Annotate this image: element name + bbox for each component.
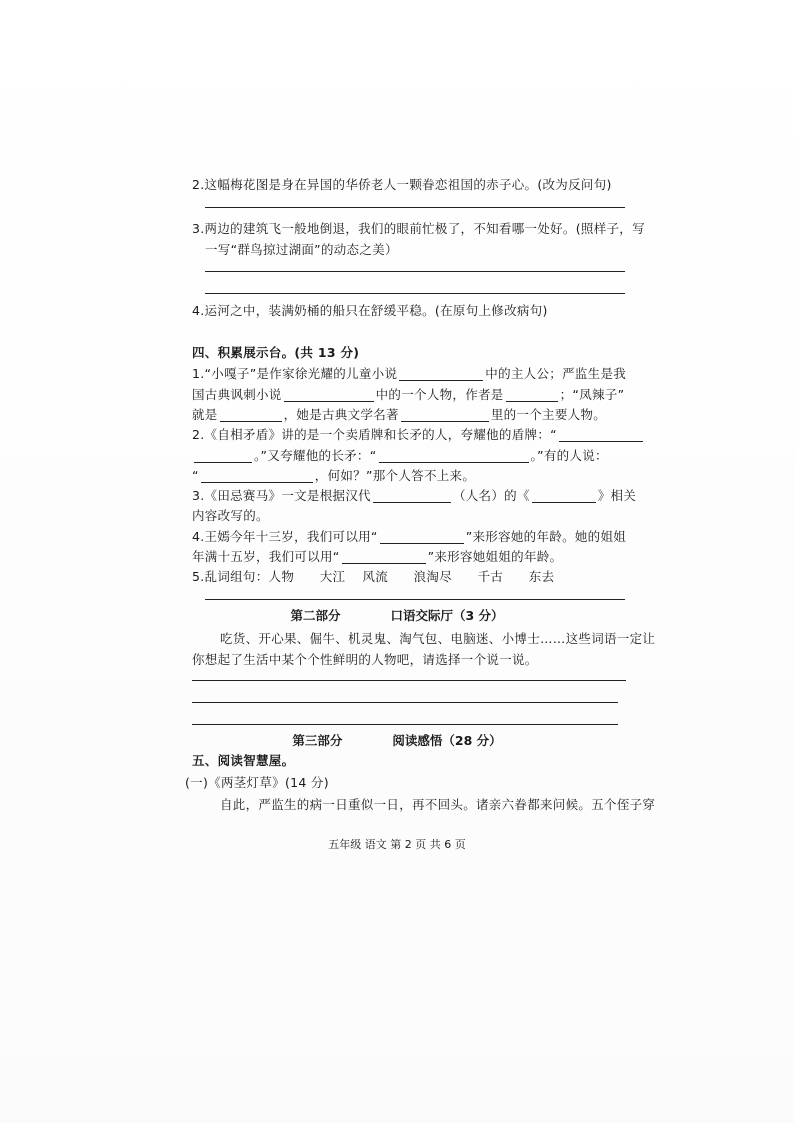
text: 。”有的人说： [530,448,608,463]
s4-q4-line2 [192,547,562,565]
s4-q2-line3 [192,466,475,484]
s4-q2-line2 [192,446,608,464]
s4-q1-line2 [192,385,624,403]
question-4: 4.运河之中，装满奶桶的船只在舒缓平稳。(在原句上修改病句) [192,303,548,318]
answer-line [205,271,625,272]
fill-blank[interactable] [194,449,252,463]
fill-blank[interactable] [559,428,643,442]
fill-blank[interactable] [373,489,451,503]
answer-line [205,207,625,208]
text: 中的主人公；严监生是我 [485,366,627,381]
fill-blank[interactable] [399,367,483,381]
text: 4.王嫣今年十三岁，我们可以用“ [192,529,378,544]
text: 里的一个主要人物。 [490,407,607,422]
fill-blank[interactable] [506,388,558,402]
part-2-prompt-line1: 吃货、开心果、倔牛、机灵鬼、淘气包、电脑迷、小博士……这些词语一定让 [220,631,656,646]
s4-q3-line2: 内容改写的。 [192,508,269,523]
text: 1.“小嘎子”是作家徐光耀的儿童小说 [192,366,398,381]
fill-blank[interactable] [342,550,426,564]
part-2-title: 第二部分 口语交际厅（3 分） [290,608,504,623]
s4-q3-line1 [192,486,636,504]
fill-blank[interactable] [532,489,596,503]
reading-1-title: (一)《两茎灯草》(14 分) [185,775,329,790]
section-4-title: 四、积累展示台。(共 13 分) [192,345,360,360]
part-3-title: 第三部分 阅读感悟（28 分） [292,733,502,748]
text: 就是 [192,407,218,422]
page-footer: 五年级 语文 第 2 页 共 6 页 [328,838,466,851]
fill-blank[interactable] [201,469,313,483]
text: ，何如？”那个人答不上来。 [314,468,476,483]
text: 。”又夸耀他的长矛：“ [254,448,377,463]
text: 》相关 [597,488,637,503]
answer-line [192,724,618,725]
s4-q1-line3 [192,405,606,423]
answer-line [192,702,618,703]
section-5-title: 五、阅读智慧屋。 [192,753,295,768]
text: “ [192,468,199,483]
fill-blank[interactable] [379,449,529,463]
reading-1-text: 自此，严监生的病一日重似一日，再不回头。诸亲六眷都来问候。五个侄子穿 [220,797,656,812]
fill-blank[interactable] [284,388,374,402]
s4-q2-line1 [192,425,645,443]
text: 中的一个人物，作者是 [375,387,504,402]
answer-line [205,599,625,600]
text: ”来形容她姐姐的年龄。 [427,549,563,564]
fill-blank[interactable] [401,408,489,422]
fill-blank[interactable] [220,408,282,422]
text: 年满十五岁，我们可以用“ [192,549,340,564]
part-2-prompt-line2: 你想起了生活中某个个性鲜明的人物吧，请选择一个说一说。 [192,652,538,667]
answer-line [192,680,626,681]
text: ，她是古典文学名著 [283,407,399,422]
text: ；“凤辣子” [559,387,625,402]
text: ”来形容她的年龄。她的姐姐 [465,529,627,544]
text: 国古典讽刺小说 [192,387,282,402]
text: 3.《田忌赛马》一文是根据汉代 [192,488,371,503]
text: 2.《自相矛盾》讲的是一个卖盾牌和长矛的人，夸耀他的盾牌：“ [192,427,557,442]
answer-line [205,293,625,294]
fill-blank[interactable] [380,530,464,544]
question-3-line1: 3.两边的建筑飞一般地倒退，我们的眼前忙极了，不知看哪一处好。(照样子，写 [192,221,645,236]
text: （人名）的《 [452,488,530,503]
s4-q5: 5.乱词组句：人物 大江 风流 浪淘尽 千古 东去 [192,569,555,584]
question-2: 2.这幅梅花图是身在异国的华侨老人一颗眷恋祖国的赤子心。(改为反问句) [192,177,612,192]
s4-q1-line1 [192,364,626,382]
question-3-line2: 一写“群鸟掠过湖面”的动态之美） [205,242,398,257]
s4-q4-line1 [192,527,626,545]
